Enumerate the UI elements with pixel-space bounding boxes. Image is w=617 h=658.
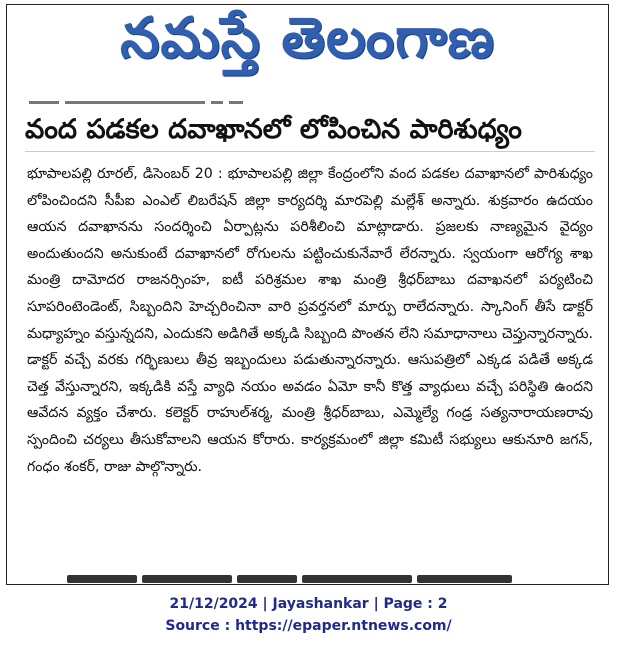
article-headline: వంద పడకల దవాఖానలో లోపించిన పారిశుధ్యం [25,113,595,152]
source-link[interactable]: Source : https://epaper.ntnews.com/ [165,618,452,634]
publication-info: 21/12/2024 | Jayashankar | Page : 2 [169,596,448,612]
masthead-logo: నమస్తే తెలంగాణ [120,6,495,71]
cropped-text-bottom [67,575,527,585]
article-body: భూపాలపల్లి రూరల్, డిసెంబర్ 20 : భూపాలపల్లి జిల్లా కేంద్రంలోని వంద పడకల దవాఖానలో పారిశుధ్యం లోపించిందని సీపీఐ ఎంఎల్ లిబరేషన్ జిల్లా కార్యదర్శి మారపెల్లి మల్లేశ్ అన్నారు. శుక్రవారం ఉదయం ఆయన దవాఖానను సందర్శించి ఏర్పాట్లను పరిశీలించి మాట్లాడారు. ప్రజలకు నాణ్యమైన వైద్యం అందుతుందని అనుకుంటే దవాఖానలో రోగులను పట్టించుకునేవారే లేరన్నారు. స్వయంగా ఆరోగ్య శాఖ మంత్రి దామోదర రాజనర్సింహ, ఐటీ పరిశ్రమల శాఖ మంత్రి శ్రీధర్‌బాబు దవాఖనలో పర్యటించి సూపరింటెండెంట్, సిబ్బందిని హెచ్చరించినా వారి ప్రవర్తనలో మార్పు రాలేదన్నారు. స్కానింగ్ తీసే డాక్టర్ మధ్యాహ్నం వస్తున్నదని, ఎందుకని అడిగితే అక్కడి సిబ్బంది పొంతన లేని సమాధానాలు చెప్తున్నారన్నారు. డాక్టర్ వచ్చే వరకు గర్భిణులు తీవ్ర ఇబ్బందులు పడుతున్నారన్నారు. ఆసుపత్రిలో ఎక్కడ పడితే అక్కడ చెత్త వేస్తున్నారని, ఇక్కడికి వస్తే వ్యాధి నయం అవడం ఏమో కానీ కొత్త వ్యాధులు వచ్చే పరిస్థితి ఉందని ఆవేదన వ్యక్తం చేశారు. కలెక్టర్ రాహుల్‌శర్మ, మంత్రి శ్రీధర్‌బాబు, ఎమ్మెల్యే గండ్ర సత్యనారాయణరావు స్పందించి చర్యలు తీసుకోవాలని ఆయన కోరారు. కార్యక్రమంలో జిల్లా కమిటీ సభ్యులు ఆకునూరి జగన్, గంధం శంకర్, రాజు పాల్గొన్నారు. [27,166,593,475]
clipping-footer [0,593,617,637]
newspaper-clipping [6,4,609,585]
cropped-text-top [29,101,279,107]
